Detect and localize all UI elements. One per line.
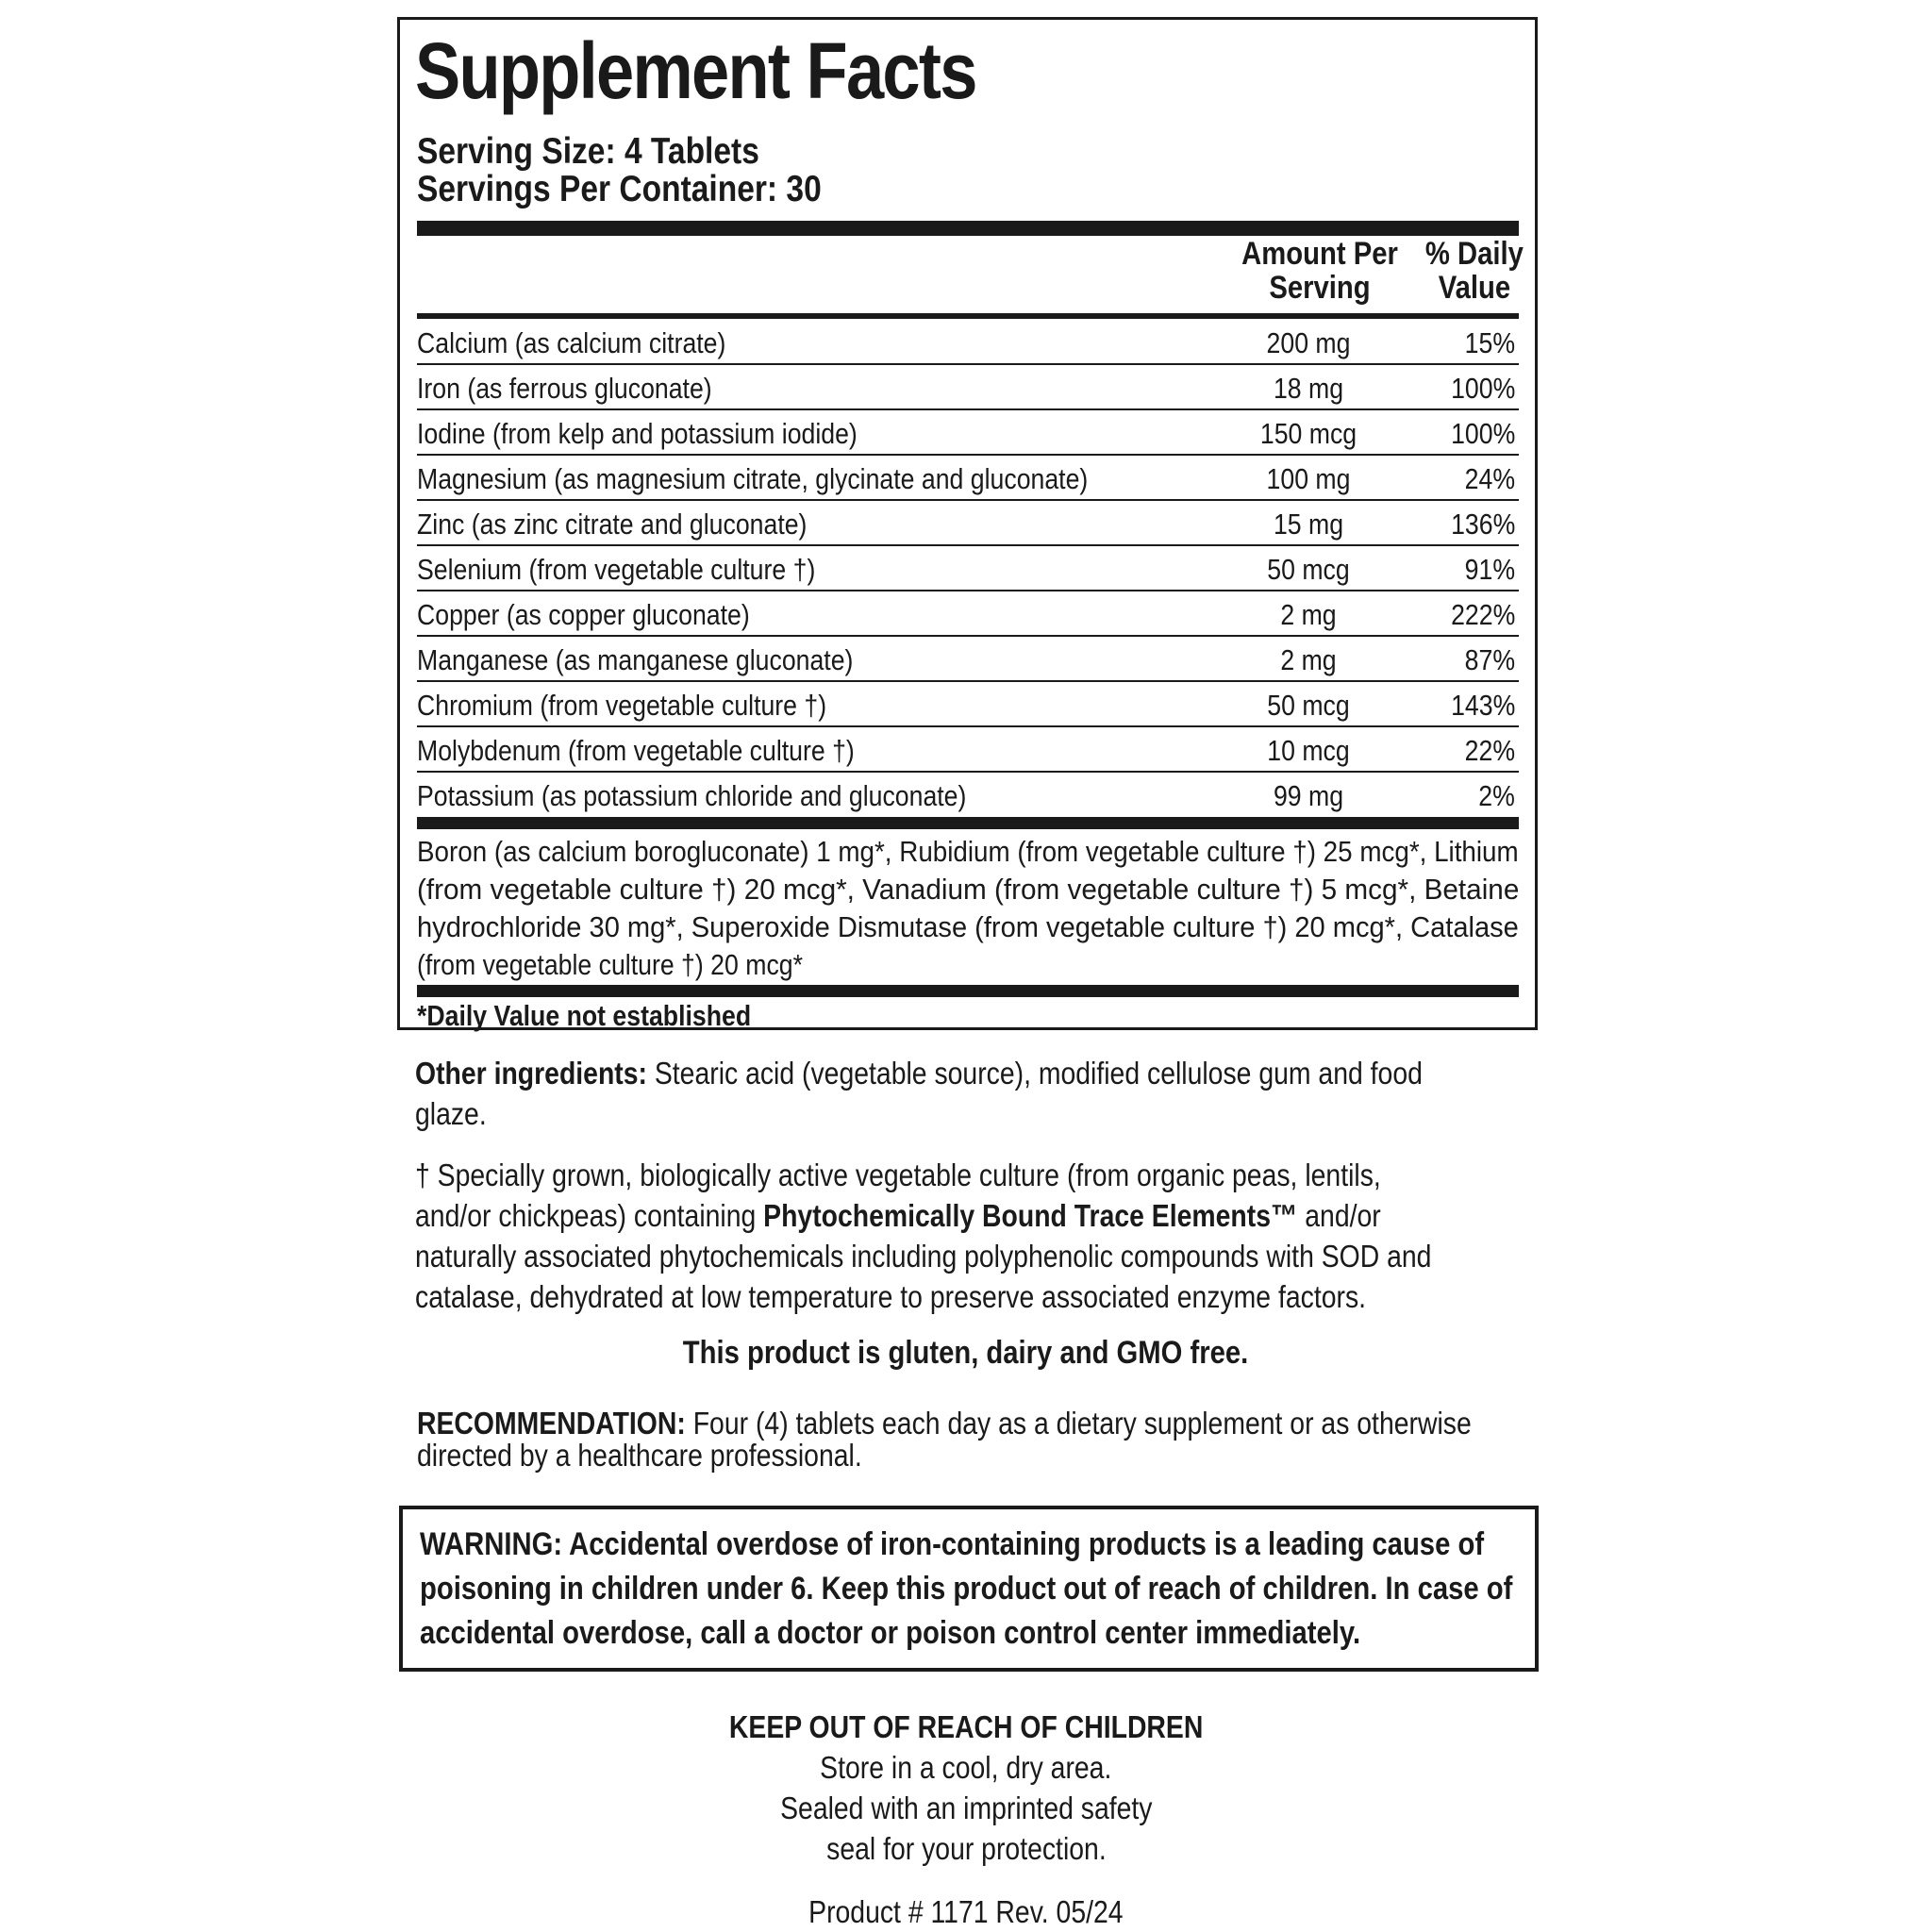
nutrient-daily-value: 15% [1464, 326, 1515, 359]
nutrient-amount: 2 mg [1280, 643, 1337, 676]
gmo-free-statement [0, 1335, 1932, 1372]
serving-size: Serving Size: 4 Tablets [417, 131, 759, 172]
nutrient-daily-value: 24% [1464, 462, 1515, 495]
servings-per-container: Servings Per Container: 30 [417, 169, 822, 209]
thick-rule [417, 985, 1519, 997]
nutrient-name: Manganese (as manganese gluconate) [417, 643, 854, 676]
header-dv-line-1: % Daily [1424, 236, 1524, 272]
other-nutrients-paragraph [417, 833, 1519, 984]
storage-text: Sealed with an imprinted safety [779, 1790, 1153, 1825]
nutrient-amount: 100 mg [1266, 462, 1351, 495]
nutrient-amount: 50 mcg [1267, 553, 1350, 586]
nutrient-name: Selenium (from vegetable culture †) [417, 553, 816, 586]
table-row [417, 546, 1519, 591]
nutrient-amount: 200 mg [1266, 326, 1351, 359]
nutrient-name: Calcium (as calcium citrate) [417, 326, 726, 359]
nutrient-name: Molybdenum (from vegetable culture †) [417, 734, 855, 767]
other-ingredients-text: glaze. [415, 1096, 487, 1131]
facts-title: Supplement Facts [415, 26, 976, 115]
table-row [417, 773, 1519, 816]
thick-rule [417, 817, 1519, 829]
header-amount-per-serving [1226, 237, 1413, 305]
nutrient-amount: 50 mcg [1267, 689, 1350, 722]
nutrient-daily-value: 143% [1450, 689, 1515, 722]
nutrient-amount: 150 mcg [1259, 417, 1357, 450]
header-amount-line-1: Amount Per [1241, 236, 1398, 272]
header-rule [417, 313, 1519, 319]
daily-value-note: *Daily Value not established [417, 999, 752, 1032]
dagger-note-line: and/or [1297, 1198, 1381, 1233]
nutrient-amount: 18 mg [1273, 372, 1344, 405]
nutrient-name: Chromium (from vegetable culture †) [417, 689, 827, 722]
dagger-note-line: naturally associated phytochemicals including polyphenolic compounds with SOD and [415, 1239, 1432, 1274]
gmo-free-text: This product is gluten, dairy and GMO free. [683, 1335, 1249, 1371]
table-row [417, 637, 1519, 682]
nutrient-daily-value: 100% [1450, 417, 1515, 450]
other-nutrients-line: hydrochloride 30 mg*, Superoxide Dismutase (from vegetable culture †) 20 mcg*, Catalase [417, 910, 1519, 943]
recommendation-text: Four (4) tablets each day as a dietary supplement or as otherwise [685, 1406, 1472, 1441]
recommendation-label: RECOMMENDATION: [417, 1406, 686, 1441]
dagger-note-line: and/or chickpeas) containing [415, 1198, 764, 1233]
product-number [0, 1894, 1932, 1930]
nutrient-amount: 10 mcg [1267, 734, 1350, 767]
warning-text [420, 1523, 1512, 1656]
other-nutrients-line: Boron (as calcium borogluconate) 1 mg*, Rubidium (from vegetable culture †) 25 mcg*, Lithium [417, 835, 1519, 868]
recommendation [417, 1407, 1472, 1472]
header-dv-line-2: Value [1438, 270, 1511, 306]
storage-line [0, 1790, 1932, 1826]
table-row [417, 410, 1519, 456]
storage-text: seal for your protection. [825, 1831, 1107, 1866]
table-row [417, 365, 1519, 410]
nutrient-daily-value: 136% [1450, 508, 1515, 541]
keep-out-text: KEEP OUT OF REACH OF CHILDREN [728, 1709, 1204, 1744]
storage-line [0, 1831, 1932, 1867]
nutrient-name: Magnesium (as magnesium citrate, glycinate and gluconate) [417, 462, 1089, 495]
nutrient-name: Zinc (as zinc citrate and gluconate) [417, 508, 808, 541]
supplement-facts-panel [397, 17, 1538, 1030]
nutrient-daily-value: 22% [1464, 734, 1515, 767]
storage-text: Store in a cool, dry area. [820, 1750, 1112, 1785]
nutrient-daily-value: 222% [1450, 598, 1515, 631]
nutrient-daily-value: 100% [1450, 372, 1515, 405]
warning-box [399, 1506, 1539, 1672]
nutrient-name: Copper (as copper gluconate) [417, 598, 750, 631]
nutrient-table [417, 320, 1519, 816]
nutrient-daily-value: 87% [1464, 643, 1515, 676]
table-row [417, 320, 1519, 365]
dagger-note [415, 1155, 1431, 1317]
warning-line: accidental overdose, call a doctor or poison control center immediately. [420, 1615, 1361, 1651]
warning-line: WARNING: Accidental overdose of iron-containing products is a leading cause of [420, 1526, 1485, 1562]
nutrient-name: Iodine (from kelp and potassium iodide) [417, 417, 858, 450]
table-row [417, 456, 1519, 501]
table-row [417, 501, 1519, 546]
keep-out-heading [0, 1709, 1932, 1745]
dagger-note-line: † Specially grown, biologically active vegetable culture (from organic peas, lentils, [415, 1158, 1381, 1192]
table-row [417, 591, 1519, 637]
recommendation-text: directed by a healthcare professional. [417, 1438, 862, 1473]
trademark-term: Phytochemically Bound Trace Elements™ [763, 1198, 1298, 1233]
nutrient-name: Iron (as ferrous gluconate) [417, 372, 712, 405]
nutrient-daily-value: 2% [1478, 779, 1515, 812]
other-nutrients-line: (from vegetable culture †) 20 mcg*, Vanadium (from vegetable culture †) 5 mcg*, Betaine [417, 873, 1520, 906]
thick-rule [417, 221, 1519, 236]
nutrient-amount: 15 mg [1273, 508, 1344, 541]
dagger-note-line: catalase, dehydrated at low temperature to preserve associated enzyme factors. [415, 1279, 1367, 1314]
nutrient-amount: 2 mg [1280, 598, 1337, 631]
header-amount-line-2: Serving [1269, 270, 1371, 306]
product-number-text: Product # 1171 Rev. 05/24 [808, 1894, 1124, 1929]
other-ingredients-text: Stearic acid (vegetable source), modified cellulose gum and food [646, 1056, 1423, 1091]
table-row [417, 682, 1519, 727]
warning-line: poisoning in children under 6. Keep this product out of reach of children. In case of [420, 1571, 1513, 1607]
nutrient-amount: 99 mg [1273, 779, 1344, 812]
other-ingredients-label: Other ingredients: [415, 1056, 647, 1091]
other-ingredients [415, 1053, 1423, 1134]
other-nutrients-line: (from vegetable culture †) 20 mcg* [417, 948, 803, 981]
table-row [417, 727, 1519, 773]
storage-line [0, 1750, 1932, 1786]
header-daily-value [1425, 237, 1524, 305]
nutrient-daily-value: 91% [1464, 553, 1515, 586]
nutrient-name: Potassium (as potassium chloride and gluconate) [417, 779, 967, 812]
